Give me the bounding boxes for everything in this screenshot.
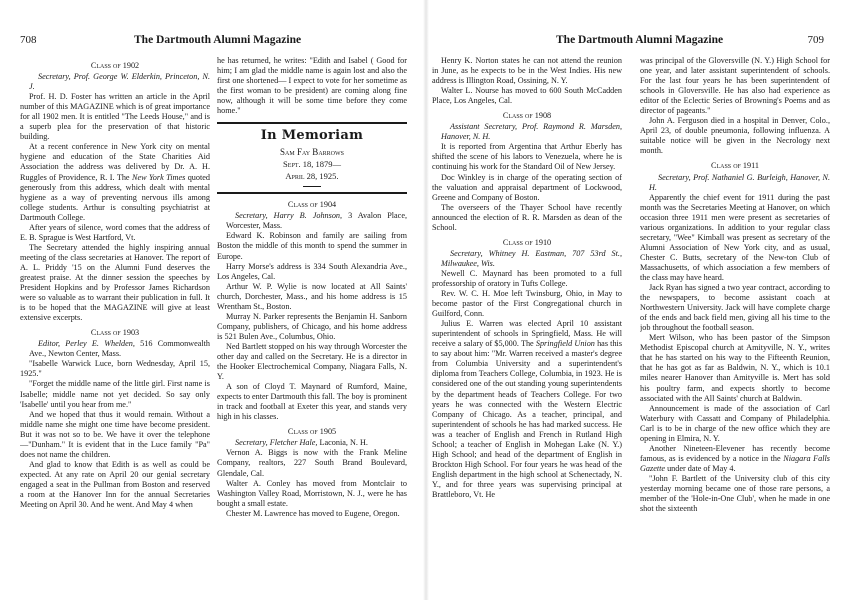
class-1903-heading: Class of 1903 [90, 328, 140, 338]
paragraph: Julius E. Warren was elected April 10 assistant superintendent of schools in Springfield, Mass. He will receive a salary of $5,000. The Springfield Union has this to say about him: "Mr. Warren received a master's degree from Columbia University and a superintendent's diploma from Teachers College, Columbia, in 1923. He is considered one of the out standing young superintendents by the department heads of Teachers College. For two years he was connected with the Western Electric Company of Chicago. As a teacher, principal, and superintendent of schools he has had marked success. He was a teacher of English and French in Rutland High School; a teacher of English in Mohegan Lake (N. Y.) High School; and head of the department of English in Brockton High School. For four years he was head of the English department in the high school at Schenectady, N. Y., and for three years was supervising principal at Brattleboro, Vt. He [432, 319, 622, 499]
class-1911-heading: Class of 1911 [711, 161, 759, 171]
right-page-header [426, 34, 852, 50]
paragraph: Walter L. Nourse has moved to 600 South McCadden Place, Los Angeles, Cal. [432, 86, 622, 106]
paragraph: At a recent conference in New York city on mental hygiene and education of the State Charities Aid Association the address was delivered by Dr. A. H. Ruggles of Providence, R. I. The New York Times quoted generously from this address, which dealt with mental hygiene as a way of preventing nervous ills among college students. Arthur is consulting psychiatrist at Dartmouth College. [20, 142, 210, 222]
class-1902-secretary: Secretary, Prof. George W. Elderkin, Princeton, N. J. [29, 72, 210, 92]
paragraph: Announcement is made of the association of Carl Waterbury with Cassatt and Company of Philadelphia. Carl is to be in charge of the new office which they are opening in Elmira, N. Y. [640, 403, 830, 443]
paragraph: The overseers of the Thayer School have recently announced the election of R. R. Marsden as dean of the School. [432, 202, 622, 232]
class-1904-secretary: Secretary, Harry B. Johnson, 3 Avalon Place, Worcester, Mass. [226, 211, 407, 231]
paragraph: Arthur W. P. Wylie is now located at All Saints' church, Dorchester, Mass., and his home address is 15 Wrentham St., Boston. [217, 281, 407, 311]
paragraph: After years of silence, word comes that the address of E. B. Sprague is West Hartford, Vt. [20, 222, 210, 242]
paragraph: Another Nineteen-Elevener has recently become famous, as is evidenced by a notice in the Niagara Falls Gazette under date of May 4. [640, 443, 830, 473]
paragraph: "John F. Bartlett of the University club of this city yesterday morning became one of those rare persons, a member of the 'Hole-in-One Club', when he made in one shot the sixteenth [640, 473, 830, 514]
right-magazine-title: The Dartmouth Alumni Magazine [556, 34, 724, 46]
paragraph: The Secretary attended the highly inspiring annual meeting of the class secretaries at Hanover. The report of A. L. Priddy '15 on the Alumni Fund deserves the greatest praise. At the dinner session the speeches by President Hopkins and by Professor James Richardson were so valuable as to warrant their publication in full. It is to be hoped that the MAGAZINE will give at least extensive excerpts. [20, 242, 210, 323]
paragraph: And we hoped that thus it would remain. Without a middle name she might one time have become president. But it was not so to be. We have it over the telephone—"Dunham." It is evident that in the Luce family "Pa" does not name the children. [20, 409, 210, 459]
paragraph: Edward K. Robinson and family are sailing from Boston the middle of this month to spend the summer in Europe. [217, 231, 407, 261]
in-memoriam-box [217, 122, 407, 194]
right-page-number: 709 [807, 34, 824, 46]
paragraph: And glad to know that Edith is as well as could be expected. At any rate on April 20 our genial secretary engaged a seat in the Pullman from Boston and reserved a room at the Hanover Inn for the annual Secretaries Meeting on April 30. And he went. And May 4 when [20, 459, 210, 510]
paragraph: Apparently the chief event for 1911 during the past month was the Secretaries Meeting at Hanover, on which occasion three 1911 men were present as secretaries of various organizations. In addition to your regular class secretary, "Wee" Kimball was present as secretary of the Alumni Association of New York city, and as usual, Chester C. Butts, secretary of the New-ton Club of Massachusetts, of which association a few members of the class may have heard. [640, 192, 830, 282]
class-1911-secretary: Secretary, Prof. Nathaniel G. Burleigh, Hanover, N. H. [649, 172, 830, 192]
paragraph: Doc Winkley is in charge of the operating section of the valuation and appraisal department of Lockwood, Greene and Company of Boston. [432, 172, 622, 202]
paragraph: Jack Ryan has signed a two year contract, according to the newspapers, to become assistant coach at Northwestern University. Jack will have complete charge of the ends and back field men, giving all his time to the job throughout the football season. [640, 283, 830, 333]
memoriam-died: April 28, 1925. [285, 171, 339, 182]
class-1910-heading: Class of 1910 [502, 237, 552, 247]
paragraph: Harry Morse's address is 334 South Alexandria Ave., Los Angeles, Cal. [217, 261, 407, 281]
class-1908-secretary: Assistant Secretary, Prof. Raymond R. Marsden, Hanover, N. H. [441, 122, 622, 142]
column-1 [20, 56, 210, 594]
paragraph: Rev. W. C. H. Moe left Twinsburg, Ohio, in May to become pastor of the First Congregational church in Guilford, Conn. [432, 289, 622, 319]
paragraph: he has returned, he writes: "Edith and Isabel ( Good for him; I am glad the middle name is again lost and also the first one shortened— I expect to vote for her sometime as the first woman to be president) are coming along fine now, although it will be some time before they come home." [217, 56, 407, 116]
column-3 [432, 56, 622, 594]
class-1903-editor: Editor, Perley E. Whelden, 516 Commonwealth Ave., Newton Center, Mass. [29, 339, 210, 359]
column-4 [640, 56, 830, 594]
paragraph: A son of Cloyd T. Maynard of Rumford, Maine, expects to enter Dartmouth this fall. The boy is prominent in track and football at Exeter this year, and stands very high in his classes. [217, 382, 407, 422]
class-1904-heading: Class of 1904 [287, 200, 337, 210]
class-1905-heading: Class of 1905 [287, 427, 337, 437]
memoriam-divider [303, 186, 321, 187]
left-page-number: 708 [20, 34, 37, 46]
paragraph: It is reported from Argentina that Arthur Eberly has shifted the scene of his labors to Venezuela, where he is continuing his work for the Standard Oil of New Jersey. [432, 142, 622, 172]
memoriam-name: Sam Fay Barrows [280, 147, 344, 158]
paragraph: Vernon A. Biggs is now with the Frank Meline Company, realtors, 227 South Brand Boulevard, Glendale, Cal. [217, 448, 407, 478]
paragraph: Henry K. Norton states he can not attend the reunion in June, as he expects to be in the West Indies. His new address is Illington Road, Ossining, N. Y. [432, 56, 622, 86]
column-2 [217, 56, 407, 594]
paragraph: Walter A. Conley has moved from Montclair to Washington Valley Road, Morristown, N. J., were he has bought a small estate. [217, 478, 407, 508]
paragraph: "Forget the middle name of the little girl. First name is Isabelle; middle name not yet decided. So say only 'Isabelle' until you hear from me." [20, 379, 210, 409]
memoriam-born: Sept. 18, 1879— [283, 159, 341, 170]
left-page-header [0, 34, 426, 50]
paragraph: Mert Wilson, who has been pastor of the Simpson Methodist Episcopal church at Amityville, N. Y., writes that he has started on his way to the Fifteenth Reunion, that he has got as far as Baldwin, N. Y., which is 10.1 miles nearer Hanover than Amityville is. Mert has sold his poultry farm, and expects shortly to become associated with the All Saints' church at Baldwin. [640, 333, 830, 403]
paragraph: Ned Bartlett stopped on his way through Worcester the other day and called on the Secretary. He is a director in the Hooker Electrochemical Company, Niagara Falls, N. Y. [217, 341, 407, 382]
class-1902-heading: Class of 1902 [90, 61, 140, 70]
right-page [426, 0, 852, 600]
paragraph: Prof. H. D. Foster has written an article in the April number of this MAGAZINE which is of great importance for all 1902 men. It is entitled "The Leeds House," and is a superb plea for the preservation of that historic building. [20, 92, 210, 142]
class-1905-secretary: Secretary, Fletcher Hale, Laconia, N. H. [235, 438, 368, 448]
left-magazine-title: The Dartmouth Alumni Magazine [134, 34, 302, 46]
paragraph: Murray N. Parker represents the Benjamin H. Sanborn Company, publishers, of Chicago, and his home address is 521 Bulen Ave., Columbus, Ohio. [217, 311, 407, 341]
paragraph: Chester M. Lawrence has moved to Eugene, Oregon. [226, 508, 400, 518]
class-1908-heading: Class of 1908 [502, 111, 552, 121]
paragraph: Newell C. Maynard has been promoted to a full professorship of oratory in Tufts College. [432, 268, 622, 288]
class-1910-secretary: Secretary, Whitney H. Eastman, 707 53rd St., Milwaukee, Wis. [441, 248, 622, 268]
in-memoriam-title: In Memoriam [260, 128, 364, 144]
paragraph: "Isabelle Warwick Luce, born Wednesday, April 15, 1925." [20, 359, 210, 379]
paragraph: John A. Ferguson died in a hospital in Denver, Colo., April 23, of double pneumonia, following influenza. A suitable notice will be given in the Necrology next month. [640, 116, 830, 156]
paragraph: was principal of the Gloversville (N. Y.) High School for one year, and later assistant superintendent of schools. For the last four years he has been superintendent of schools in Gloversville. He has also had experience as editor of the Eclectic Series of Browning's Poems and as director of pageants." [640, 56, 830, 116]
